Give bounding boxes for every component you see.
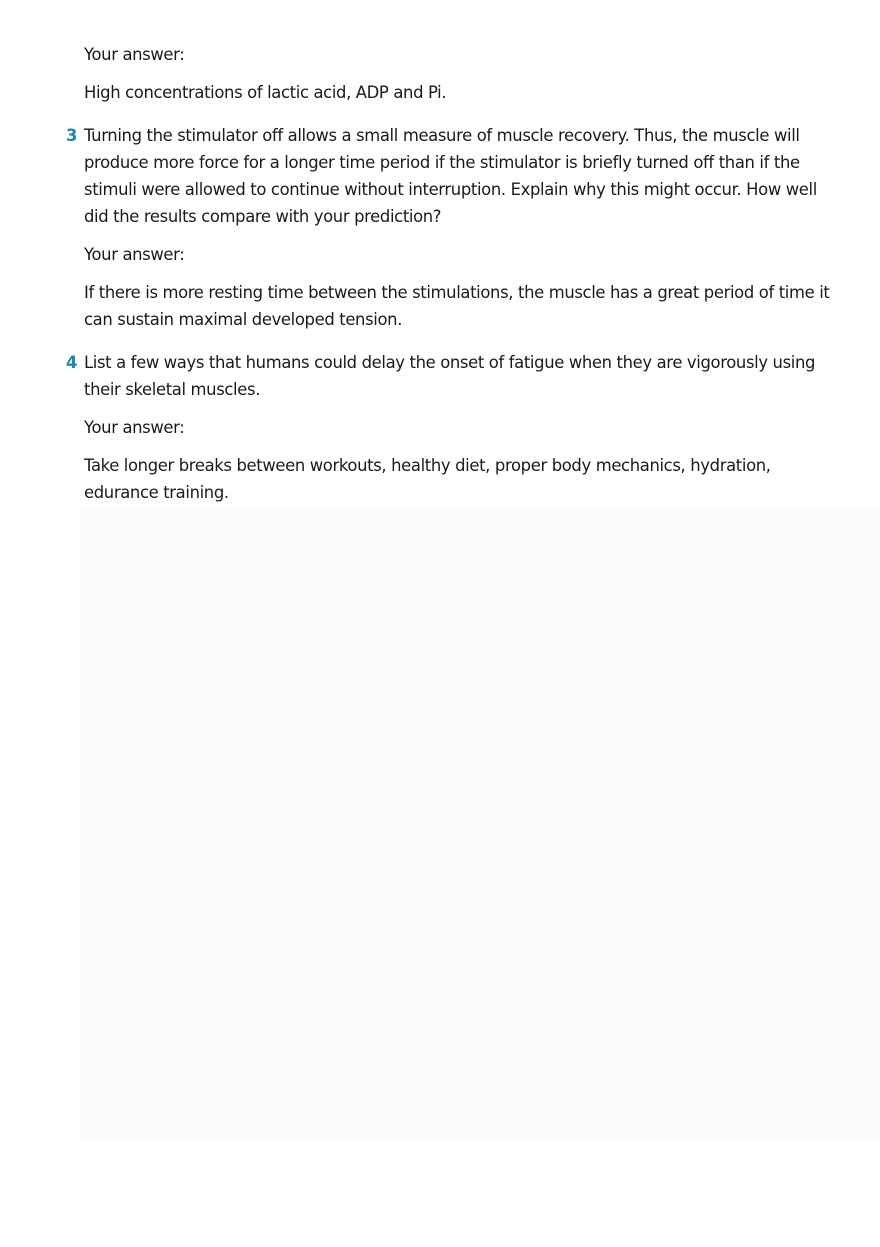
question-3-text: Turning the stimulator off allows a small measure of muscle recovery. Thus, the muscle will produce more force for a longer time period if the stimulator is briefly turned off than if the stimuli were allowed to continue without interruption. Explain why this might occur. How well did the results compare with your prediction?	[84, 126, 817, 226]
question-3-number: 3	[66, 126, 78, 145]
question-4-text: List a few ways that humans could delay the onset of fatigue when they are vigorously using their skeletal muscles.	[84, 353, 816, 399]
q3-answer-label: Your answer:	[84, 245, 185, 264]
q4-answer-label: Your answer:	[84, 418, 185, 437]
q4-answer-text: Take longer breaks between workouts, healthy diet, proper body mechanics, hydration, edurance training.	[84, 456, 771, 502]
q3-answer-text: If there is more resting time between the stimulations, the muscle has a great period of time it can sustain maximal developed tension.	[84, 283, 830, 329]
answer-area-background	[80, 508, 880, 1140]
question-4-number: 4	[66, 353, 78, 372]
q2-answer-label: Your answer:	[84, 45, 185, 64]
q2-answer-text: High concentrations of lactic acid, ADP and Pi.	[84, 83, 447, 102]
